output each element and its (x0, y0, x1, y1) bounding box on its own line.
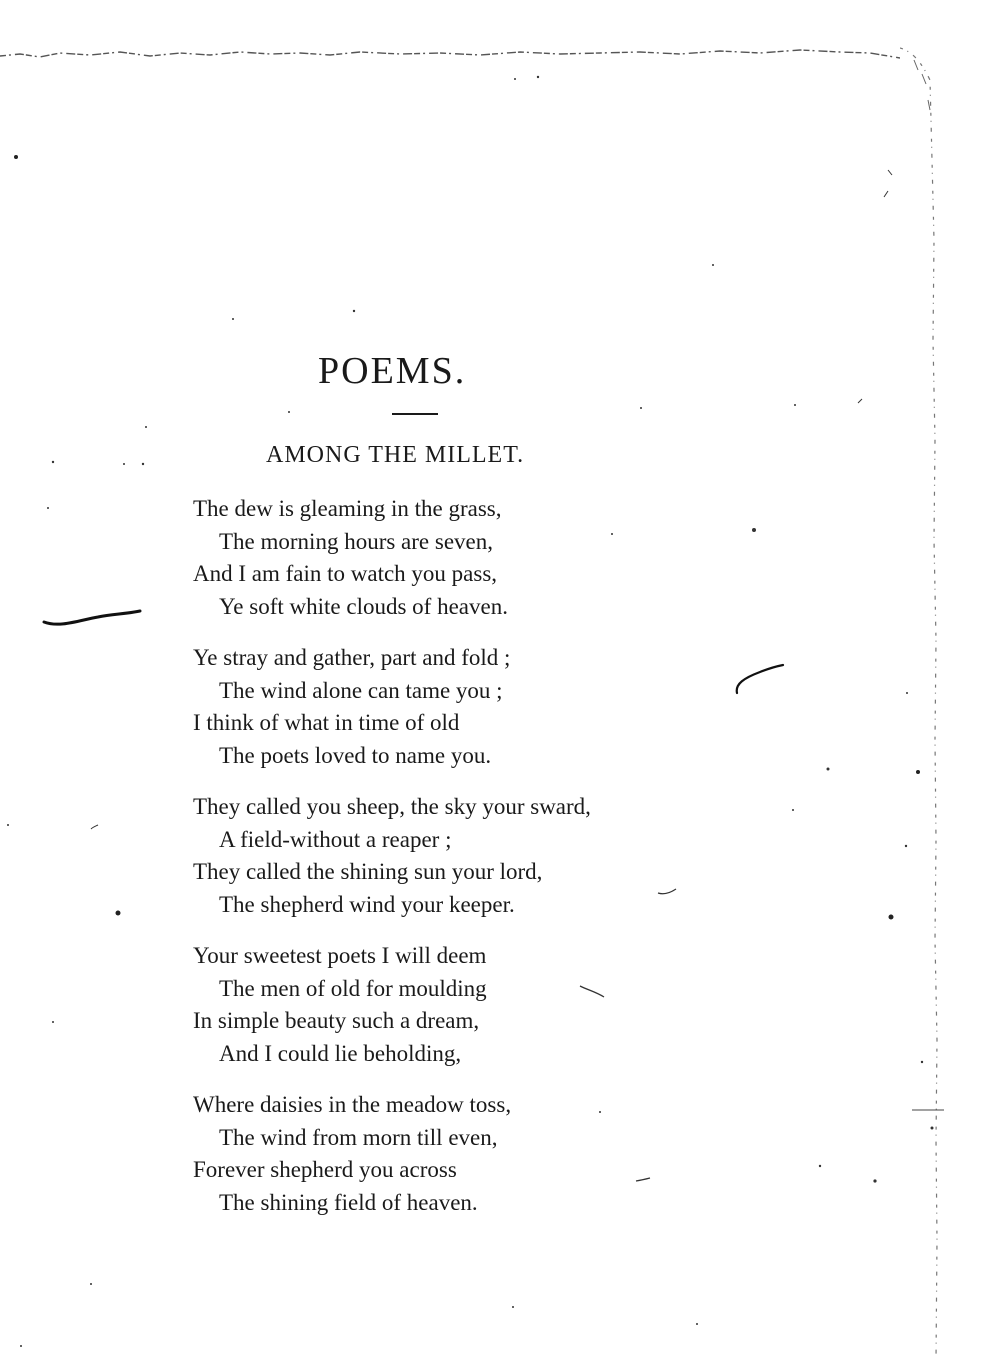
poem-body (193, 493, 713, 1238)
right-page-edge (900, 40, 960, 1360)
page-heading: POEMS. (318, 350, 467, 392)
stanza (193, 1089, 713, 1219)
poem-line: The poets loved to name you. (219, 742, 492, 768)
poem-line: The shining field of heaven. (219, 1189, 478, 1215)
poem-line: And I am fain to watch you pass, (193, 561, 498, 586)
poem-line: The wind from morn till even, (219, 1124, 498, 1150)
heading-rule (392, 413, 438, 415)
top-page-edge (0, 44, 900, 64)
poem-line: The wind alone can tame you ; (219, 677, 503, 703)
poem-line: And I could lie beholding, (219, 1040, 462, 1066)
poem-line: The morning hours are seven, (219, 528, 494, 554)
poem-line: I think of what in time of old (193, 710, 460, 735)
poem-line: Your sweetest poets I will deem (193, 943, 487, 968)
poem-line: They called you sheep, the sky your sward, (193, 794, 591, 819)
poem-line: They called the shining sun your lord, (193, 859, 543, 884)
stanza (193, 940, 713, 1070)
stanza (193, 791, 713, 921)
poem-line: The shepherd wind your keeper. (219, 891, 515, 917)
poem-line: A field-without a reaper ; (219, 826, 452, 852)
poem-line: The dew is gleaming in the grass, (193, 496, 502, 521)
poem-title: AMONG THE MILLET. (266, 442, 525, 468)
stanza (193, 493, 713, 623)
stanza (193, 642, 713, 772)
poem-line: Ye soft white clouds of heaven. (219, 593, 508, 619)
poem-line: Forever shepherd you across (193, 1157, 457, 1182)
poem-line: Where daisies in the meadow toss, (193, 1092, 512, 1117)
poem-line: Ye stray and gather, part and fold ; (193, 645, 511, 670)
poem-line: The men of old for moulding (219, 975, 487, 1001)
poem-line: In simple beauty such a dream, (193, 1008, 480, 1033)
